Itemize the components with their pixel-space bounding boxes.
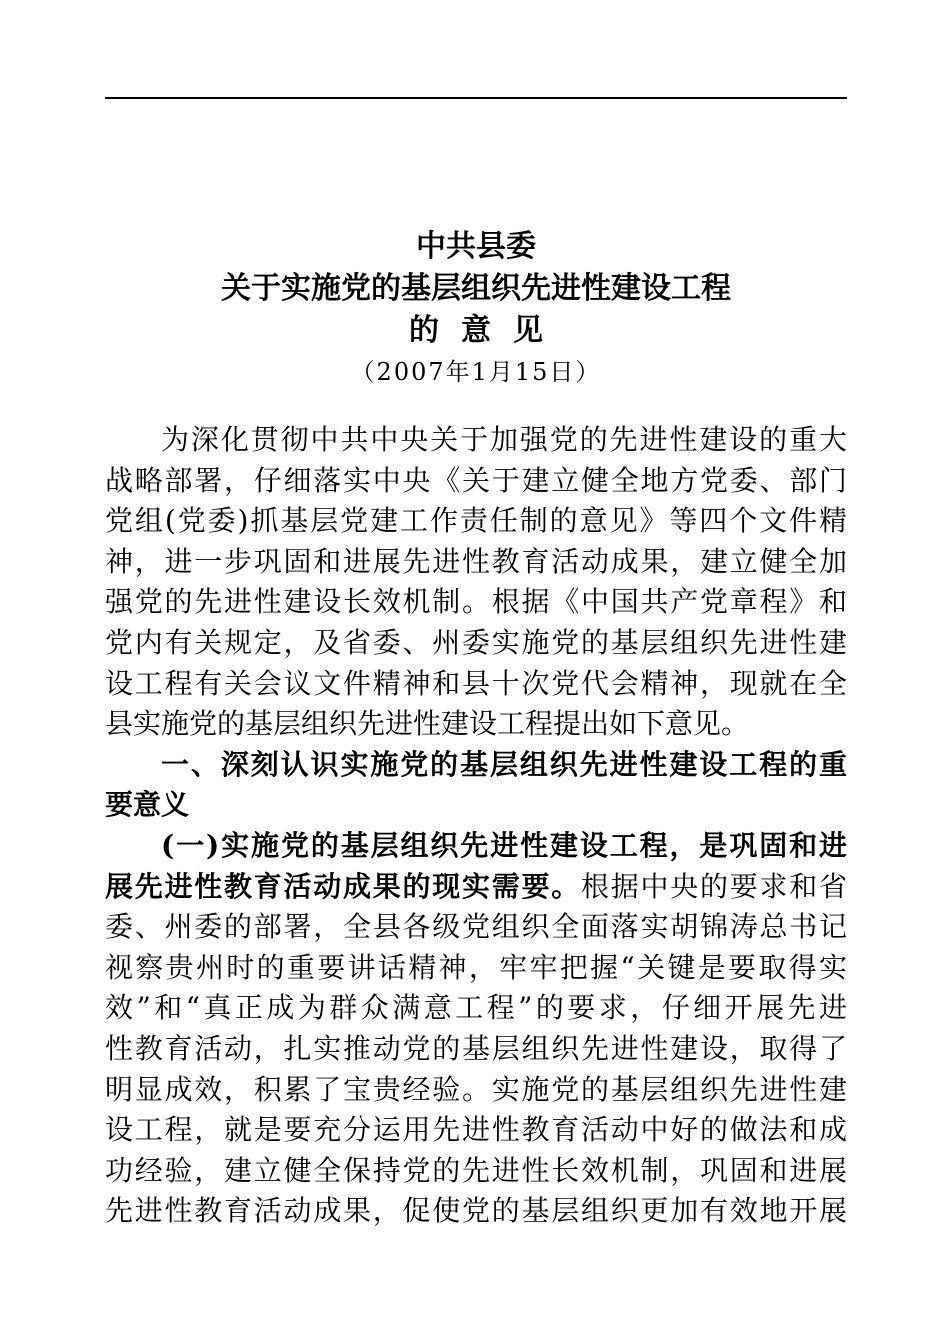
subsection-line: 委、州委的部署，全县各级党组织全面落实胡锦涛总书记: [105, 910, 847, 944]
document-body: [105, 420, 847, 1232]
subsection-line: 明显成效，积累了宝贵经验。实施党的基层组织先进性建: [105, 1072, 847, 1106]
intro-paragraph: [105, 420, 847, 745]
intro-line: 党内有关规定，及省委、州委实施党的基层组织先进性建: [105, 625, 847, 659]
header-rule: [105, 97, 847, 99]
title-subject: 关于实施党的基层组织先进性建设工程: [221, 271, 731, 306]
subsection-line: 效”和“真正成为群众满意工程”的要求，仔细开展先进: [105, 991, 847, 1025]
subsection-line: 功经验，建立健全保持党的先进性长效机制，巩固和进展: [105, 1153, 847, 1187]
subsection-line: 视察贵州时的重要讲话精神，牢牢把握“关键是要取得实: [105, 950, 847, 984]
subsection-line: 先进性教育活动成果，促使党的基层组织更加有效地开展: [105, 1194, 847, 1228]
section-heading: [105, 745, 847, 826]
intro-line: 战略部署，仔细落实中央《关于建立健全地方党委、部门: [105, 463, 847, 497]
section-heading-line: 一、深刻认识实施党的基层组织先进性建设工程的重: [161, 747, 847, 781]
intro-line: 县实施党的基层组织先进性建设工程提出如下意见。: [105, 707, 750, 741]
title-doc-type: 的意见: [409, 313, 565, 348]
section-heading-line: 要意义: [105, 788, 190, 822]
intro-line: 党组(党委)抓基层党建工作责任制的意见》等四个文件精: [105, 504, 847, 538]
subsection-line: 设工程，就是要充分运用先进性教育活动中好的做法和成: [105, 1113, 847, 1147]
document-title: [105, 226, 847, 392]
subsection-line: 性教育活动，扎实推动党的基层组织先进性建设，取得了: [105, 1031, 847, 1065]
subsection-text: 根据中央的要求和省: [580, 869, 847, 903]
document-date: （2007年1月15日）: [350, 358, 602, 386]
title-issuer: 中共县委: [416, 229, 536, 264]
subsection-heading-line: (一)实施党的基层组织先进性建设工程，是巩固和进: [161, 828, 847, 862]
intro-line: 强党的先进性建设长效机制。根据《中国共产党章程》和: [105, 585, 847, 619]
intro-line: 为深化贯彻中共中央关于加强党的先进性建设的重大: [161, 423, 847, 456]
intro-line: 设工程有关会议文件精神和县十次党代会精神，现就在全: [105, 666, 847, 700]
subsection-paragraph: [105, 826, 847, 1232]
subsection-line: [105, 867, 847, 908]
subsection-heading-tail: 展先进性教育活动成果的现实需要。: [105, 869, 581, 903]
intro-line: 神，进一步巩固和进展先进性教育活动成果，建立健全加: [105, 544, 847, 578]
